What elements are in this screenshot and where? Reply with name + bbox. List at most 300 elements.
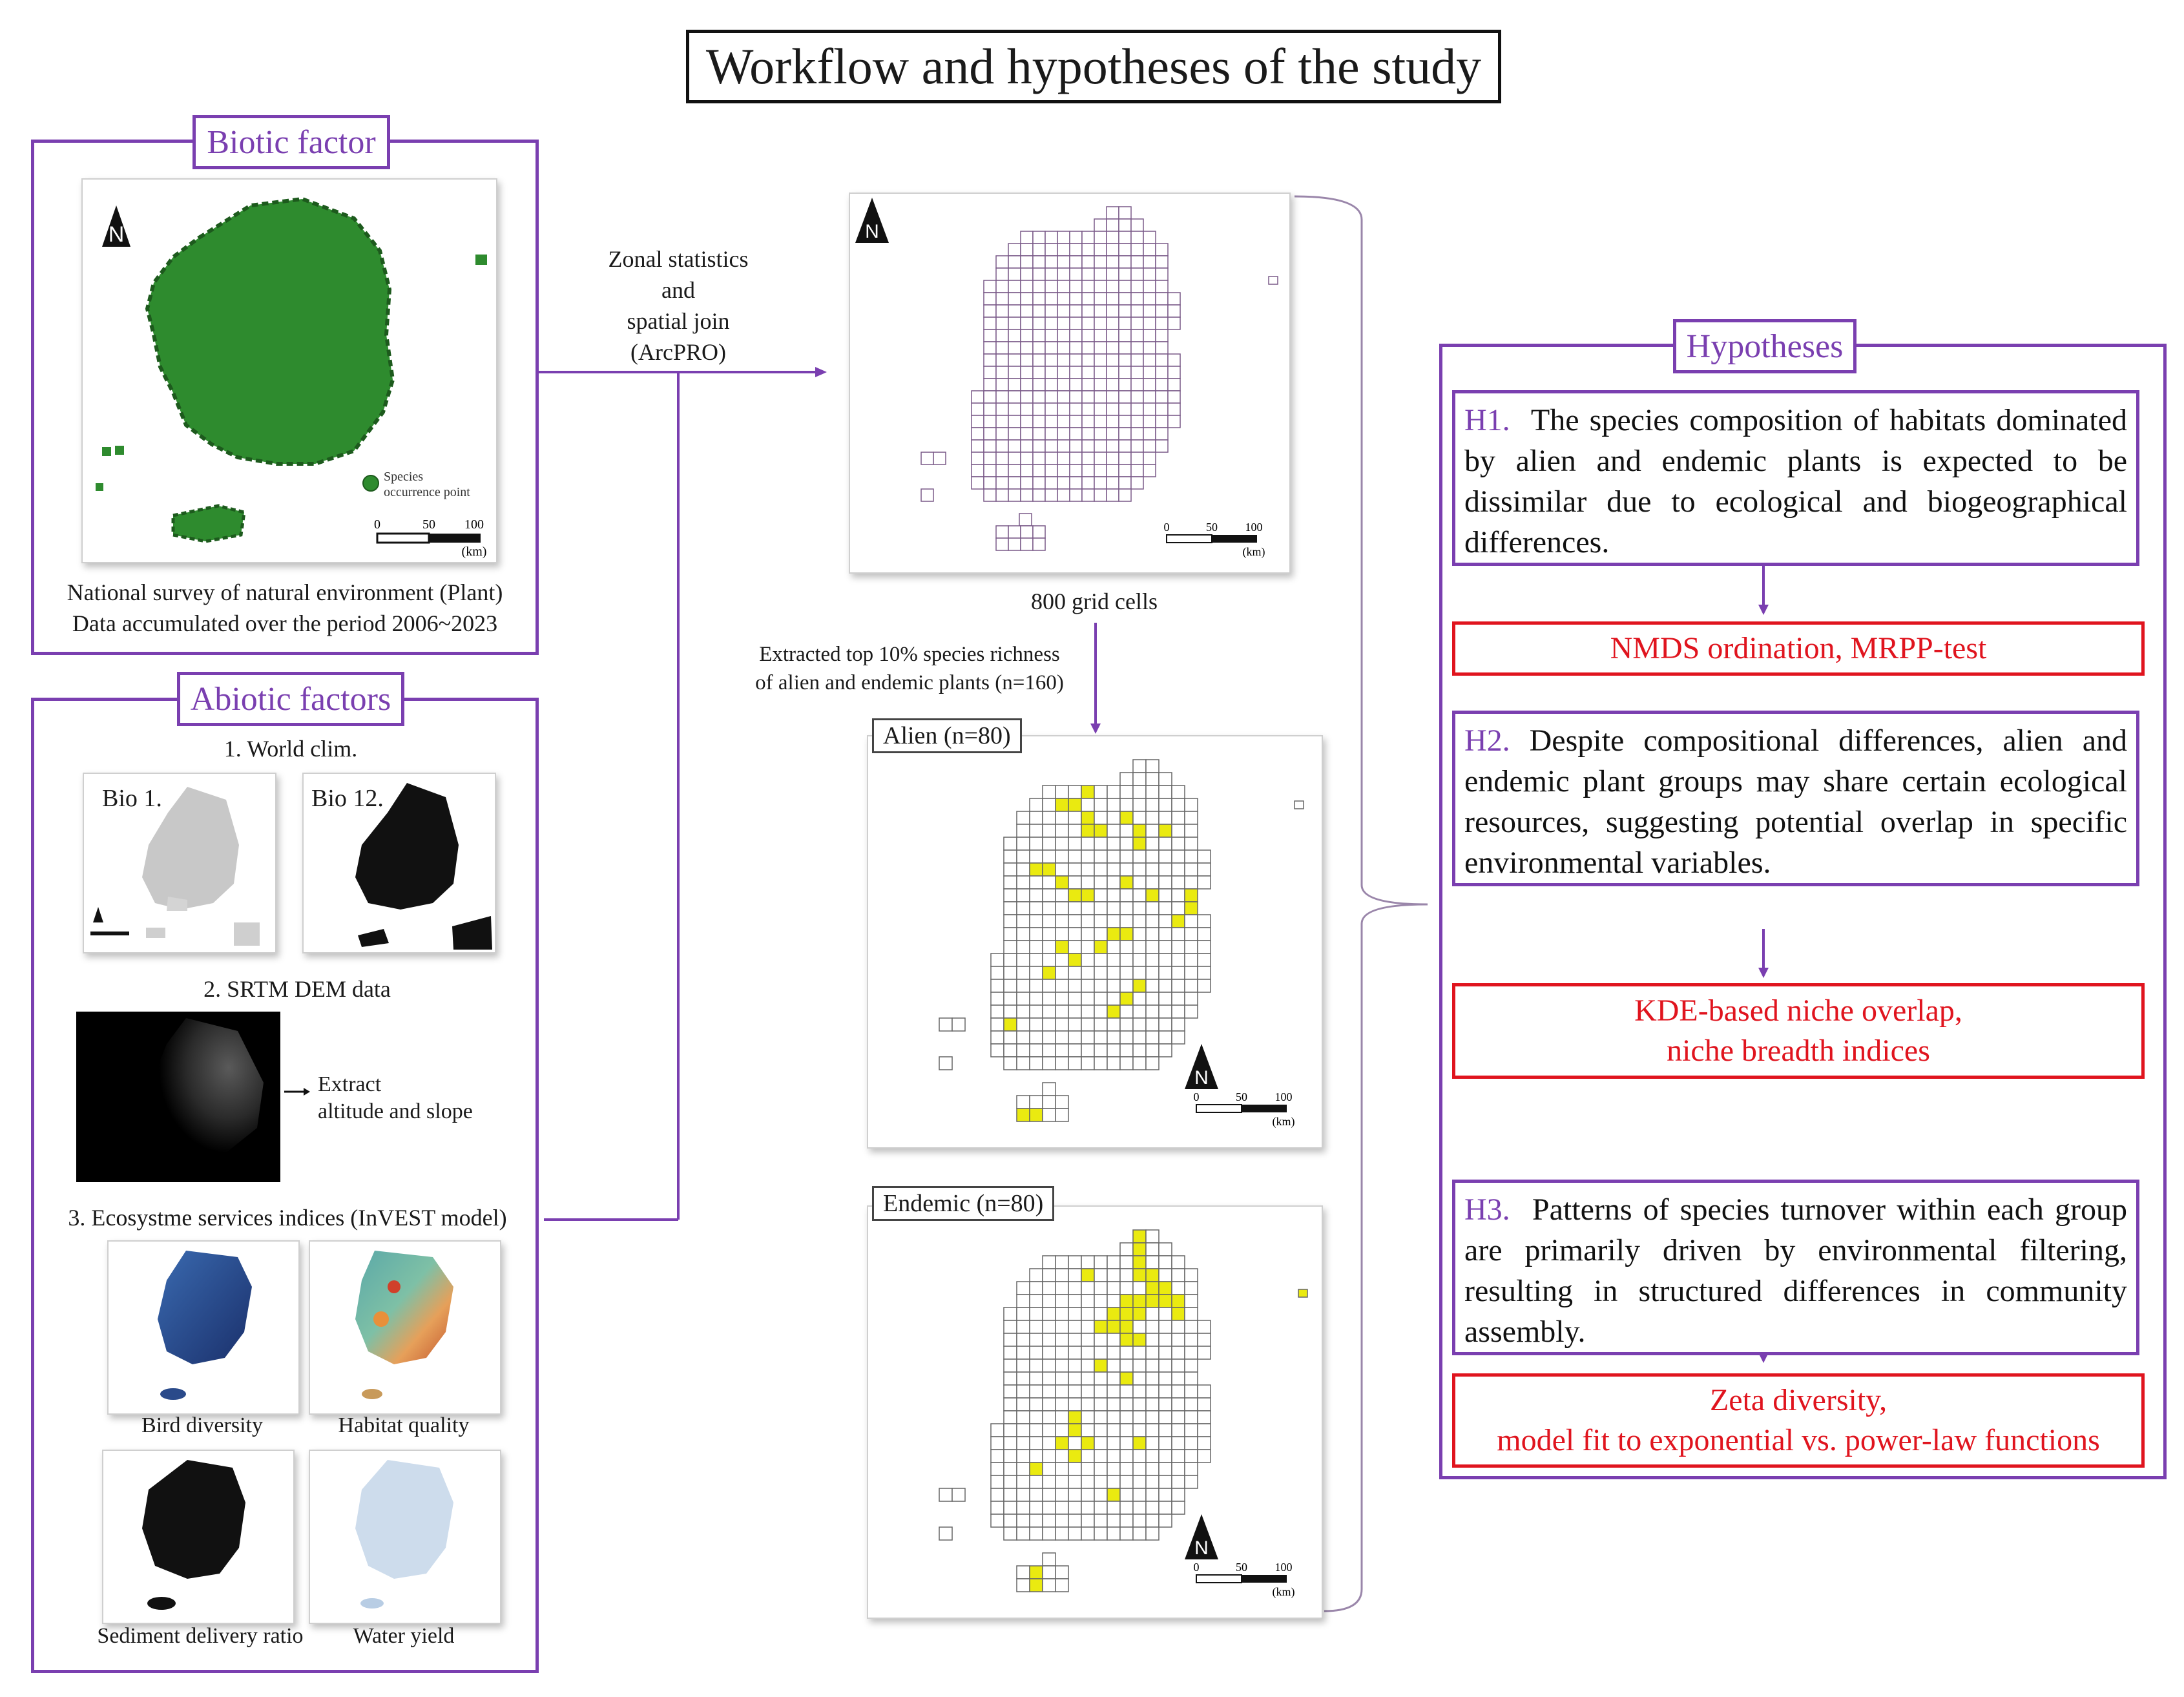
- grid-cell: [1133, 915, 1146, 928]
- grid-cell: [1185, 863, 1198, 876]
- grid-cell: [1081, 798, 1094, 811]
- grid-cell: [1107, 379, 1119, 391]
- grid-cell: [1120, 850, 1133, 863]
- grid-cell: [1081, 811, 1094, 824]
- grid-cell-island: [939, 1527, 952, 1540]
- grid-cell: [1120, 941, 1133, 953]
- grid-cell: [1146, 902, 1159, 915]
- grid-cell: [1004, 1411, 1017, 1424]
- grid-cell: [1081, 1307, 1094, 1320]
- scale-label: 0: [1193, 1561, 1200, 1574]
- grid-cell: [1045, 342, 1057, 354]
- grid-cell: [1021, 231, 1033, 244]
- grid-cell: [1133, 850, 1146, 863]
- grid-cell: [1159, 1450, 1172, 1463]
- grid-cell: [1030, 1005, 1043, 1018]
- grid-cell: [1030, 1269, 1043, 1282]
- grid-cell: [1131, 391, 1143, 403]
- grid-cell: [1133, 1256, 1146, 1269]
- grid-cell: [1004, 876, 1017, 889]
- grid-cell: [1070, 379, 1082, 391]
- grid-cell: [1094, 863, 1107, 876]
- grid-cell: [1156, 256, 1168, 268]
- grid-cell: [1159, 902, 1172, 915]
- grid-cell: [1082, 428, 1094, 440]
- grid-cell: [1033, 329, 1045, 342]
- grid-cell: [1185, 1463, 1198, 1475]
- grid-cell: [1133, 1359, 1146, 1372]
- grid-cell: [1081, 928, 1094, 941]
- grid-cell: [1033, 280, 1045, 293]
- grid-cell: [984, 366, 996, 379]
- grid-cell: [1146, 1282, 1159, 1295]
- grid-cell-island: [933, 452, 946, 464]
- scale-bar-black: [1242, 1105, 1287, 1112]
- grid-cell: [1133, 1018, 1146, 1031]
- grid-cell: [1043, 1372, 1056, 1385]
- grid-cell: [1107, 391, 1119, 403]
- method-3-line2: model fit to exponential vs. power-law functions: [1497, 1423, 2100, 1457]
- grid-cell: [1045, 293, 1057, 305]
- grid-cell: [1004, 1463, 1017, 1475]
- grid-cell: [1120, 1256, 1133, 1269]
- grid-cell: [996, 477, 1008, 489]
- grid-cell: [1043, 1057, 1056, 1070]
- grid-cell: [1146, 1437, 1159, 1450]
- grid-cell: [1070, 391, 1082, 403]
- grid-cell: [996, 305, 1008, 317]
- grid-cell: [1081, 1411, 1094, 1424]
- grid-cell: [1045, 317, 1057, 329]
- grid-cell: [1159, 1307, 1172, 1320]
- grid-cell: [1033, 440, 1045, 452]
- grid-cell: [1021, 280, 1033, 293]
- grid-cell: [1017, 1346, 1030, 1359]
- grid-cell-jeju: [1030, 1566, 1043, 1579]
- grid-cell: [1185, 1437, 1198, 1450]
- grid-cell: [1120, 786, 1133, 798]
- grid-cell: [1094, 1346, 1107, 1359]
- grid-cell: [1056, 798, 1068, 811]
- grid-cell: [1120, 1044, 1133, 1057]
- grid-cell: [1159, 1437, 1172, 1450]
- biotic-occurrence-map: [81, 178, 497, 563]
- grid-cell: [1159, 1385, 1172, 1398]
- grid-cell: [1146, 1501, 1159, 1514]
- grid-cell: [1043, 798, 1056, 811]
- grid-cell: [1119, 489, 1131, 501]
- grid-cell: [1172, 941, 1185, 953]
- grid-cell: [1133, 1269, 1146, 1282]
- scale-label: 100: [1245, 521, 1263, 534]
- grid-cell: [1107, 824, 1120, 837]
- scale-bar-white: [1167, 535, 1212, 543]
- grid-cell: [1043, 1450, 1056, 1463]
- grid-cell: [1056, 1057, 1068, 1070]
- grid-cell: [1133, 1385, 1146, 1398]
- grid-cell: [1133, 1437, 1146, 1450]
- grid-cell: [991, 1488, 1004, 1501]
- grid-cell: [1004, 992, 1017, 1005]
- grid-cell: [972, 477, 984, 489]
- grid-cell: [984, 428, 996, 440]
- grid-cell: [1030, 876, 1043, 889]
- grid-cell: [1068, 1346, 1081, 1359]
- grid-cell: [1094, 1005, 1107, 1018]
- grid-cell: [1094, 786, 1107, 798]
- grid-cell: [972, 440, 984, 452]
- grid-cell: [1094, 837, 1107, 850]
- grid-cell: [1159, 979, 1172, 992]
- grid-cell: [1172, 1269, 1185, 1282]
- grid-cell: [1043, 992, 1056, 1005]
- grid-cell: [1068, 1514, 1081, 1527]
- grid-cell: [1081, 941, 1094, 953]
- grid-cell: [1119, 428, 1131, 440]
- grid-cell: [1119, 280, 1131, 293]
- grid-cell: [1143, 379, 1156, 391]
- grid-cell: [1057, 428, 1070, 440]
- grid-cell: [1198, 1346, 1211, 1359]
- grid-cell: [1081, 1031, 1094, 1044]
- grid-cell: [1030, 1463, 1043, 1475]
- grid-cell: [1068, 966, 1081, 979]
- grid-cell: [991, 1424, 1004, 1437]
- grid-cell: [1146, 928, 1159, 941]
- grid-cell: [1107, 941, 1120, 953]
- grid-cell: [1056, 953, 1068, 966]
- grid-cell: [1133, 979, 1146, 992]
- grid-cell: [1156, 329, 1168, 342]
- grid-cell-jeju: [1017, 1109, 1030, 1121]
- grid-cell: [1081, 902, 1094, 915]
- grid-cell: [1131, 366, 1143, 379]
- grid-cell: [1198, 1398, 1211, 1411]
- method-3-box: [1452, 1373, 2145, 1468]
- grid-cell: [1068, 1018, 1081, 1031]
- grid-cell: [1107, 889, 1120, 902]
- grid-cell: [1119, 231, 1131, 244]
- grid-cell: [1068, 915, 1081, 928]
- method-2-line2: niche breadth indices: [1667, 1034, 1930, 1068]
- grid-cell-jeju: [1056, 1579, 1068, 1592]
- grid-cell: [1133, 1005, 1146, 1018]
- grid-cell: [1107, 1359, 1120, 1372]
- grid-cell: [991, 979, 1004, 992]
- grid-cell: [1185, 1005, 1198, 1018]
- grid-cell: [1017, 1295, 1030, 1307]
- grid-cell: [1004, 1018, 1017, 1031]
- grid-cell: [1159, 863, 1172, 876]
- grid-cell: [1043, 1295, 1056, 1307]
- grid-cell: [1120, 1005, 1133, 1018]
- grid-cell: [1107, 403, 1119, 415]
- grid-cell: [1120, 953, 1133, 966]
- grid-cell: [1045, 403, 1057, 415]
- grid-cell: [1021, 379, 1033, 391]
- grid-cell: [1120, 1243, 1133, 1256]
- grid-cell: [1043, 1282, 1056, 1295]
- grid-cell: [1172, 1005, 1185, 1018]
- grid-cell: [1004, 889, 1017, 902]
- grid-cell: [1107, 1475, 1120, 1488]
- grid-cell: [1068, 889, 1081, 902]
- hypotheses-label: Hypotheses: [1673, 319, 1856, 373]
- grid-cell: [1156, 280, 1168, 293]
- page-title: Workflow and hypotheses of the study: [686, 30, 1501, 103]
- grid-cell: [1033, 391, 1045, 403]
- grid-cell: [1094, 329, 1107, 342]
- grid-cell: [1172, 798, 1185, 811]
- grid-cell: [1017, 876, 1030, 889]
- grid-cell: [1094, 850, 1107, 863]
- grid-cell: [1057, 305, 1070, 317]
- grid-cell: [1030, 1057, 1043, 1070]
- grid-cell: [1068, 1333, 1081, 1346]
- grid-cell: [1107, 317, 1119, 329]
- grid-cell: [1008, 342, 1021, 354]
- grid-cell: [984, 464, 996, 477]
- grid-cell: [1021, 329, 1033, 342]
- grid-cell: [1017, 1385, 1030, 1398]
- grid-cell: [1017, 979, 1030, 992]
- grid-cell: [1119, 293, 1131, 305]
- grid-cell: [1068, 928, 1081, 941]
- endemic-label: Endemic (n=80): [872, 1186, 1054, 1221]
- grid-cell: [1082, 329, 1094, 342]
- grid-cell: [1056, 1372, 1068, 1385]
- grid-cell: [1133, 798, 1146, 811]
- extract-text-1: Extracted top 10% species richness: [759, 643, 1060, 666]
- grid-cell-jeju: [1043, 1566, 1056, 1579]
- grid-cell: [1057, 440, 1070, 452]
- grid-cell: [1146, 1411, 1159, 1424]
- grid-cell: [972, 464, 984, 477]
- scale-label: 50: [1206, 521, 1218, 534]
- grid-cell: [1057, 366, 1070, 379]
- grid-cell: [996, 280, 1008, 293]
- grid-cell: [996, 391, 1008, 403]
- grid-cell: [1143, 415, 1156, 428]
- grid-cell-jeju: [1021, 538, 1033, 550]
- grid-cell: [1119, 305, 1131, 317]
- grid-cell: [1159, 928, 1172, 941]
- grid-cell: [1185, 837, 1198, 850]
- grid-cell: [1107, 1044, 1120, 1057]
- grid-cell: [1081, 915, 1094, 928]
- grid-cell: [1119, 379, 1131, 391]
- grid-cell: [1057, 329, 1070, 342]
- grid-cell: [1056, 1005, 1068, 1018]
- grid-cell: [1133, 863, 1146, 876]
- grid-cell: [1021, 489, 1033, 501]
- grid-cell: [1068, 1463, 1081, 1475]
- grid-cell: [1133, 1243, 1146, 1256]
- legend-occurrence: occurrence point: [384, 485, 470, 499]
- ess-heading: 3. Ecosystme services indices (InVEST model): [68, 1205, 507, 1231]
- grid-cell: [1094, 1398, 1107, 1411]
- grid-cell: [1043, 1359, 1056, 1372]
- grid-cell: [1094, 415, 1107, 428]
- grid-cell: [1081, 1044, 1094, 1057]
- grid-cell: [1008, 464, 1021, 477]
- grid-cell: [1056, 786, 1068, 798]
- grid-cell: [1043, 1320, 1056, 1333]
- grid-cell: [1043, 1005, 1056, 1018]
- grid-cell: [1094, 1385, 1107, 1398]
- grid-cell: [1133, 1501, 1146, 1514]
- grid-cell: [1056, 915, 1068, 928]
- grid-cell: [991, 1450, 1004, 1463]
- grid-cell: [1172, 966, 1185, 979]
- grid-cell: [1198, 928, 1211, 941]
- grid-cell: [1133, 928, 1146, 941]
- grid-cell: [1004, 1514, 1017, 1527]
- grid-cell: [1068, 1320, 1081, 1333]
- grid-cell: [1120, 1450, 1133, 1463]
- grid-cell: [1043, 786, 1056, 798]
- grid-cell: [1056, 979, 1068, 992]
- grid-cell: [1143, 280, 1156, 293]
- grid-cell: [1030, 1411, 1043, 1424]
- grid-cell: [1070, 464, 1082, 477]
- grid-cell: [1008, 440, 1021, 452]
- grid-cell: [1017, 928, 1030, 941]
- grid-cell: [1185, 915, 1198, 928]
- grid-cell: [1156, 391, 1168, 403]
- grid-cell: [1172, 850, 1185, 863]
- grid-cell: [1172, 811, 1185, 824]
- grid-cell: [984, 415, 996, 428]
- grid-cell: [1017, 1057, 1030, 1070]
- grid-cell: [1056, 1031, 1068, 1044]
- grid-cell: [1120, 1372, 1133, 1385]
- endemic-map: [867, 1205, 1323, 1619]
- grid-cell: [1119, 403, 1131, 415]
- grid-cell: [984, 403, 996, 415]
- grid-cell: [1094, 1295, 1107, 1307]
- grid-cell: [1146, 1031, 1159, 1044]
- scale-bar-white: [377, 534, 429, 543]
- grid-cell: [1146, 1320, 1159, 1333]
- grid-cell: [1159, 915, 1172, 928]
- grid-cell: [996, 428, 1008, 440]
- grid-cell: [1146, 953, 1159, 966]
- grid-cell: [1043, 1307, 1056, 1320]
- grid-cell: [1107, 1450, 1120, 1463]
- grid-cell: [1159, 1398, 1172, 1411]
- grid-cell: [1057, 342, 1070, 354]
- scale-50: 50: [422, 517, 435, 532]
- grid-cell: [1120, 1333, 1133, 1346]
- grid-cell: [1056, 1307, 1068, 1320]
- grid-cell: [1146, 1359, 1159, 1372]
- grid-cell: [1156, 403, 1168, 415]
- grid-cell: [1159, 850, 1172, 863]
- grid-cell: [1004, 915, 1017, 928]
- grid-cell: [1033, 317, 1045, 329]
- grid-cell: [1043, 1488, 1056, 1501]
- grid-cell-island: [939, 1057, 952, 1070]
- grid-cell: [1168, 379, 1180, 391]
- scale-label: 50: [1236, 1090, 1247, 1103]
- grid-cell: [1045, 477, 1057, 489]
- grid-cell: [1043, 1333, 1056, 1346]
- grid-cell: [1120, 915, 1133, 928]
- grid-cell: [1119, 317, 1131, 329]
- grid-cell: [1043, 1269, 1056, 1282]
- grid-cell: [1021, 293, 1033, 305]
- grid-cell: [1159, 1031, 1172, 1044]
- grid-cell: [1146, 824, 1159, 837]
- grid-cell: [1185, 902, 1198, 915]
- grid-cell: [1146, 1385, 1159, 1398]
- grid-cell: [1017, 1437, 1030, 1450]
- grid-cell: [1119, 244, 1131, 256]
- grid-cell-jeju: [1043, 1096, 1056, 1109]
- grid-cell: [1185, 1372, 1198, 1385]
- grid-cell: [1146, 1372, 1159, 1385]
- grid-cell: [1198, 979, 1211, 992]
- grid-cell: [1172, 1488, 1185, 1501]
- grid-cell: [1120, 979, 1133, 992]
- grid-cell: [991, 966, 1004, 979]
- grid-cell: [1033, 305, 1045, 317]
- grid-cell-island: [939, 1018, 952, 1031]
- grid-cell: [1043, 966, 1056, 979]
- grid-cell: [1021, 244, 1033, 256]
- grid-cell: [1143, 452, 1156, 464]
- grid-cell: [1043, 941, 1056, 953]
- grid-cell: [1159, 1243, 1172, 1256]
- grid-cell: [1094, 1282, 1107, 1295]
- grid-cell: [984, 354, 996, 366]
- grid-cell: [1045, 244, 1057, 256]
- grid-cell: [1119, 366, 1131, 379]
- grid-cell: [1143, 342, 1156, 354]
- srtm-heading: 2. SRTM DEM data: [203, 976, 391, 1002]
- grid-cell: [1094, 1320, 1107, 1333]
- grid-cell: [1033, 354, 1045, 366]
- grid-cell: [1030, 979, 1043, 992]
- grid-cell: [1159, 953, 1172, 966]
- grid-cell: [1120, 902, 1133, 915]
- h3-text: Patterns of species turnover within each group are primarily driven by environmental filtering, resulting in structured differences in community assembly.: [1464, 1192, 2127, 1349]
- grid-cell: [996, 354, 1008, 366]
- grid-cell: [1082, 464, 1094, 477]
- grid-cell: [1146, 1514, 1159, 1527]
- grid-cell: [1082, 280, 1094, 293]
- grid-cell: [1159, 941, 1172, 953]
- grid-cell: [1017, 966, 1030, 979]
- grid-cell: [1120, 1437, 1133, 1450]
- grid-cell: [1030, 1450, 1043, 1463]
- grid-cell: [1094, 928, 1107, 941]
- grid-alien-svg: [868, 736, 1322, 1147]
- grid-cell: [1146, 979, 1159, 992]
- grid-cell: [1043, 824, 1056, 837]
- grid-cell: [1198, 966, 1211, 979]
- grid-cell: [1146, 941, 1159, 953]
- grid-cell: [1043, 928, 1056, 941]
- grid-cell: [1094, 244, 1107, 256]
- grid-cell: [1033, 379, 1045, 391]
- grid-cell: [1107, 231, 1119, 244]
- grid-cell: [1094, 268, 1107, 280]
- grid-cell: [1045, 268, 1057, 280]
- grid-cell: [1030, 1437, 1043, 1450]
- srtm-extract-1: Extract: [318, 1072, 382, 1096]
